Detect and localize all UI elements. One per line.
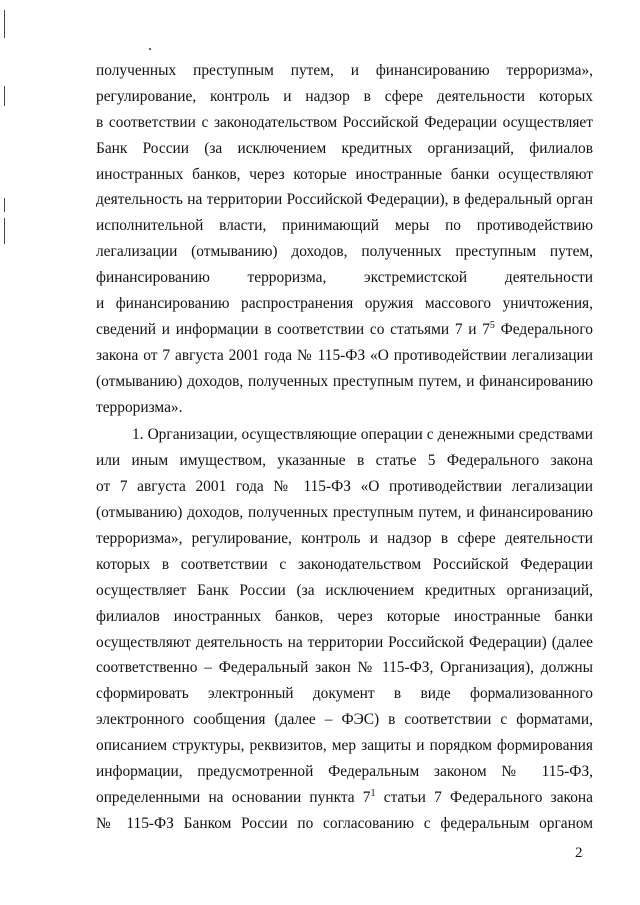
- text-line: которых в соответствии с законодательством Российской Федерации: [96, 555, 593, 573]
- text-line: терроризма», регулирование, контроль и надзор в сфере деятельности: [96, 530, 593, 548]
- scan-edge-mark: [4, 218, 5, 244]
- text-line: в соответствии с законодательством Российской Федерации осуществляет: [96, 113, 593, 131]
- paragraph-continuation: [96, 58, 593, 420]
- scan-dot-mark: [149, 48, 151, 50]
- text-line: (отмыванию) доходов, полученных преступным путем, и финансированию: [96, 372, 593, 390]
- text-line: исполнительной власти, принимающий меры по противодействию: [96, 217, 593, 235]
- text-line: электронного сообщения (далее – ФЭС) в соответствии с форматами,: [96, 711, 593, 729]
- text-line: филиалов иностранных банков, через которые иностранные банки: [96, 607, 593, 625]
- text-line: информации, предусмотренной Федеральным законом № 115-ФЗ,: [96, 763, 593, 781]
- text-line: или иным имуществом, указанные в статье 5 Федерального закона: [96, 452, 593, 470]
- text-fragment: определенными на основании пункта 7: [96, 788, 371, 806]
- paragraph-item-1: [96, 422, 593, 836]
- text-line: (отмыванию) доходов, полученных преступным путем, и финансированию: [96, 504, 593, 522]
- text-line: деятельность на территории Российской Федерации), в федеральный орган: [96, 191, 593, 209]
- text-line: финансированию терроризма, экстремистской деятельности: [96, 269, 593, 287]
- superscript: 5: [489, 319, 495, 331]
- text-line: закона от 7 августа 2001 года № 115-ФЗ «О противодействии легализации: [96, 346, 593, 364]
- text-fragment: сведений и информации в соответствии со статьями 7 и 7: [96, 320, 490, 338]
- document-body: [96, 58, 593, 837]
- text-line: 1. Организации, осуществляющие операции с денежными средствами: [132, 426, 593, 444]
- text-line: описанием структуры, реквизитов, мер защиты и порядком формирования: [96, 737, 593, 755]
- text-line: регулирование, контроль и надзор в сфере деятельности которых: [96, 87, 593, 105]
- text-line: терроризма».: [96, 398, 183, 416]
- superscript: 1: [370, 787, 376, 799]
- text-line: иностранных банков, через которые иностранные банки осуществляют: [96, 165, 593, 183]
- text-line: Банк России (за исключением кредитных организаций, филиалов: [96, 139, 593, 157]
- text-line: [96, 785, 593, 811]
- page-number: 2: [575, 845, 583, 861]
- text-line: и финансированию распространения оружия массового уничтожения,: [96, 295, 593, 313]
- text-line: соответственно – Федеральный закон № 115-ФЗ, Организация), должны: [96, 659, 593, 677]
- text-line: № 115-ФЗ Банком России по согласованию с федеральным органом: [96, 814, 593, 832]
- scan-edge-mark: [4, 10, 5, 38]
- text-line: от 7 августа 2001 года № 115-ФЗ «О противодействии легализации: [96, 478, 593, 496]
- text-line: осуществляют деятельность на территории Российской Федерации) (далее: [96, 633, 593, 651]
- text-line: полученных преступным путем, и финансированию терроризма»,: [96, 62, 593, 79]
- text-line: [96, 317, 593, 343]
- text-line: сформировать электронный документ в виде формализованного: [96, 685, 593, 703]
- scan-edge-mark: [4, 86, 5, 106]
- text-line: осуществляет Банк России (за исключением кредитных организаций,: [96, 581, 593, 599]
- text-line: легализации (отмыванию) доходов, полученных преступным путем,: [96, 243, 593, 261]
- text-fragment: Федерального: [494, 320, 593, 338]
- scan-edge-mark: [4, 198, 5, 212]
- text-fragment: статьи 7 Федерального закона: [375, 788, 593, 806]
